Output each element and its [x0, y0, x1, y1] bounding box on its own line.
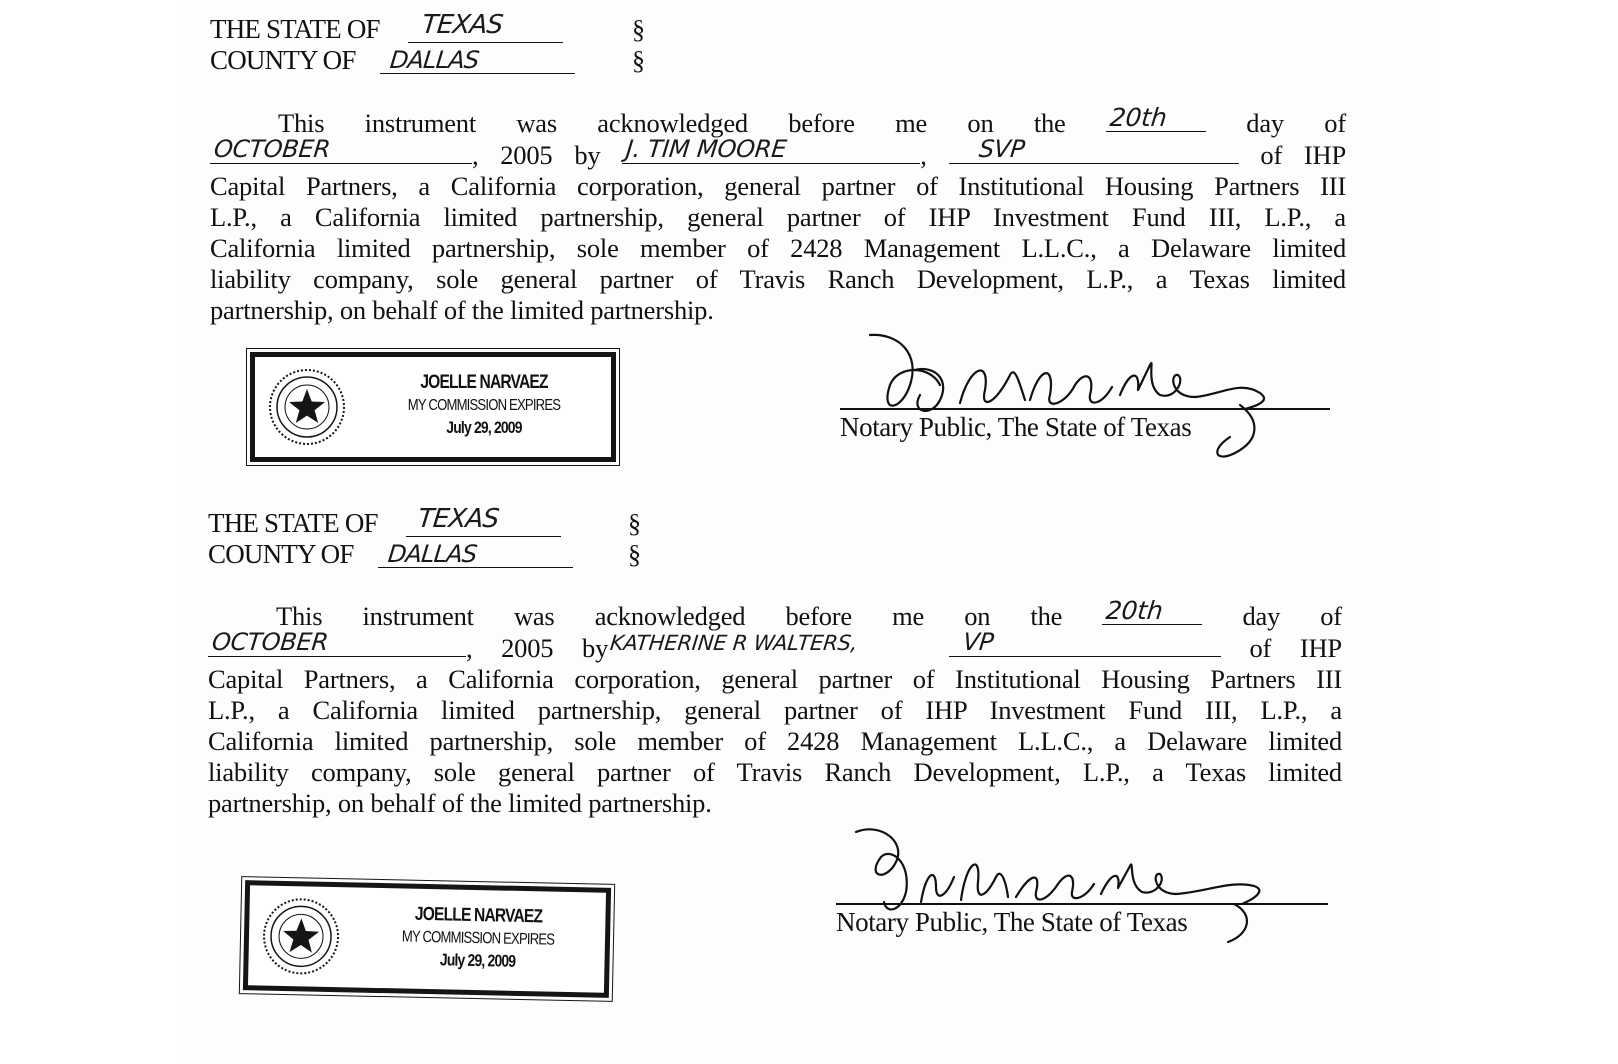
section-mark: § — [628, 540, 641, 569]
state-label: THE STATE OF — [210, 14, 380, 44]
notary-caption: Notary Public, The State of Texas — [840, 412, 1192, 442]
county-label: COUNTY OF — [210, 45, 356, 75]
title-blank — [949, 628, 1221, 657]
state-label: THE STATE OF — [208, 508, 378, 538]
month-handwriting: OCTOBER — [212, 135, 332, 163]
paragraph-line: Capital Partners, a California corporation, general partner of Institutional Housing Partners III — [210, 171, 1346, 201]
stamp-name: JOELLE NARVAEZ — [420, 372, 548, 393]
notary-stamp — [243, 880, 611, 998]
paragraph-line: This instrument was acknowledged before me on the 20th day of — [278, 103, 1346, 138]
month-handwriting: OCTOBER — [210, 628, 330, 656]
paragraph-line: OCTOBER , 2005 by J. TIM MOORE , SVP of IHP — [210, 139, 1346, 171]
title-handwriting: VP — [961, 628, 995, 656]
title-blank — [949, 135, 1239, 164]
notary-stamp — [250, 352, 616, 462]
state-handwriting: TEXAS — [416, 504, 501, 534]
signer-blank — [622, 135, 920, 164]
paragraph-line: partnership, on behalf of the limited partnership. — [208, 788, 712, 818]
day-blank — [1106, 103, 1206, 132]
signature-line — [836, 903, 1328, 905]
notary-seal-icon — [260, 896, 342, 978]
month-blank — [208, 628, 466, 657]
county-line — [208, 539, 479, 570]
paragraph-line: OCTOBER , 2005 by KATHERINE R WALTERS, VP of IHP — [208, 632, 1342, 664]
day-blank — [1102, 596, 1202, 625]
stamp-name: JOELLE NARVAEZ — [414, 903, 543, 928]
state-line — [210, 10, 505, 45]
month-blank — [210, 135, 472, 164]
paragraph-line: This instrument was acknowledged before me on the 20th day of — [276, 596, 1342, 631]
acknowledgment-paragraph — [210, 103, 1346, 326]
county-handwriting: DALLAS — [388, 46, 481, 74]
paragraph-line: L.P., a California limited partnership, general partner of IHP Investment Fund III, L.P., a — [210, 202, 1346, 232]
paragraph-line: Capital Partners, a California corporation, general partner of Institutional Housing Partners III — [208, 664, 1342, 694]
county-line — [210, 45, 481, 76]
section-mark: § — [628, 509, 641, 538]
county-label: COUNTY OF — [208, 539, 354, 569]
state-line — [208, 504, 501, 539]
paragraph-line: partnership, on behalf of the limited partnership. — [210, 295, 714, 325]
day-handwriting: 20th — [1108, 103, 1169, 132]
acknowledgment-paragraph — [208, 596, 1342, 819]
paragraph-line: California limited partnership, sole member of 2428 Management L.L.C., a Delaware limited — [210, 233, 1346, 263]
section-mark: § — [632, 15, 645, 44]
notary-signature — [840, 325, 1320, 465]
notary-caption: Notary Public, The State of Texas — [836, 907, 1188, 937]
signer-handwriting: J. TIM MOORE — [624, 135, 789, 163]
paragraph-line: liability company, sole general partner of Travis Ranch Development, L.P., a Texas limited — [208, 757, 1342, 787]
paragraph-line: California limited partnership, sole member of 2428 Management L.L.C., a Delaware limited — [208, 726, 1342, 756]
stamp-text — [358, 902, 597, 975]
county-handwriting: DALLAS — [386, 540, 479, 568]
section-mark: § — [632, 46, 645, 75]
day-handwriting: 20th — [1104, 596, 1165, 625]
paragraph-line: liability company, sole general partner of Travis Ranch Development, L.P., a Texas limited — [210, 264, 1346, 294]
state-handwriting: TEXAS — [420, 10, 505, 40]
stamp-text — [365, 371, 603, 439]
signer-blank — [608, 633, 920, 657]
title-handwriting: SVP — [977, 135, 1026, 163]
notary-seal-icon — [267, 367, 347, 447]
paragraph-line: L.P., a California limited partnership, general partner of IHP Investment Fund III, L.P., a — [208, 695, 1342, 725]
stamp-date: July 29, 2009 — [446, 418, 522, 437]
notary-signature — [836, 822, 1316, 962]
stamp-date: July 29, 2009 — [439, 950, 516, 971]
stamp-commission: MY COMMISSION EXPIRES — [407, 397, 561, 414]
signature-line — [840, 408, 1330, 410]
signer-handwriting: KATHERINE R WALTERS, — [608, 631, 859, 655]
stamp-commission: MY COMMISSION EXPIRES — [401, 928, 555, 949]
